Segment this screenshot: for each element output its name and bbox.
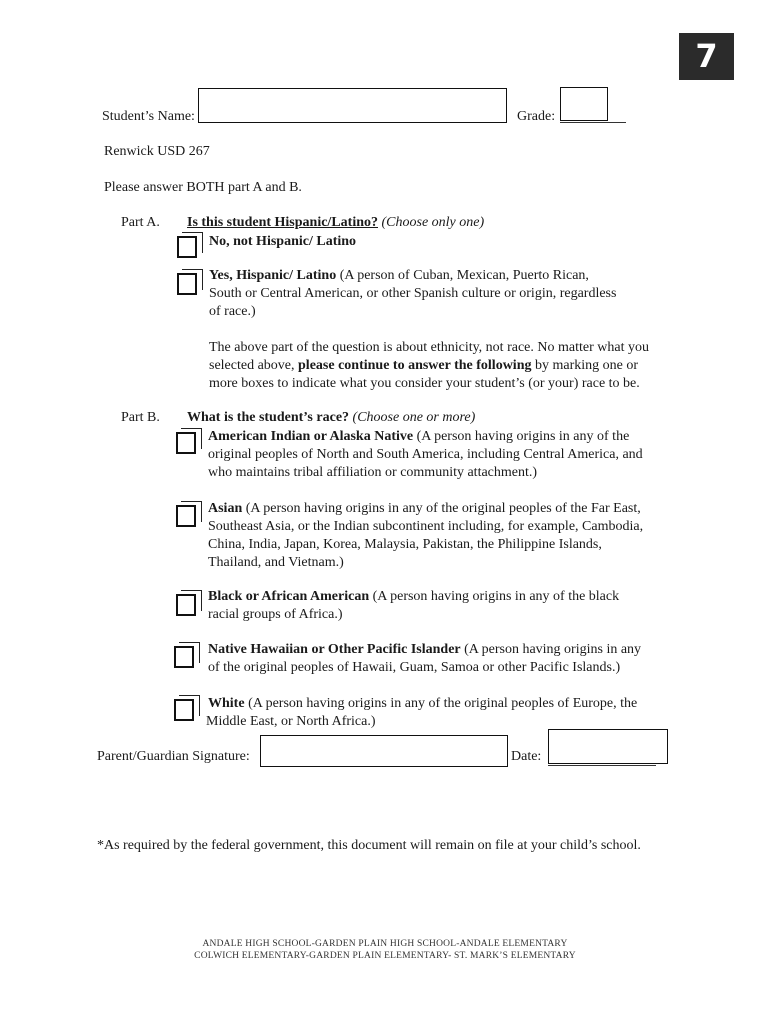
transition-line2-bold: please continue to answer the following <box>298 358 532 373</box>
option-american-indian-desc: (A person having origins in any of the <box>413 429 630 444</box>
option-native-hawaiian-desc: (A person having origins in any <box>460 642 642 657</box>
option-black <box>208 588 619 606</box>
option-asian-title: Asian <box>208 501 243 516</box>
instructions-text: Please answer BOTH part A and B. <box>104 180 302 195</box>
option-asian-desc: (A person having origins in any of the original peoples of the Far East, <box>242 501 641 516</box>
option-white-desc: (A person having origins in any of the original peoples of Europe, the <box>244 696 638 711</box>
footer-schools-line2: COLWICH ELEMENTARY-GARDEN PLAIN ELEMENTARY- ST. MARK’S ELEMENTARY <box>194 951 576 961</box>
part-a-label: Part A. <box>121 215 160 230</box>
option-asian-line4: Thailand, and Vietnam.) <box>208 555 344 570</box>
option-native-hawaiian <box>208 641 641 659</box>
date-label: Date: <box>511 749 542 764</box>
option-hispanic-line2: South or Central American, or other Spanish culture or origin, regardless <box>209 286 617 301</box>
transition-line2-post: by marking one or <box>531 358 639 373</box>
option-native-hawaiian-line2: of the original peoples of Hawaii, Guam, Samoa or other Pacific Islands.) <box>208 660 621 675</box>
transition-line2-pre: selected above, <box>209 358 299 373</box>
signature-label: Parent/Guardian Signature: <box>97 749 250 764</box>
footer-schools-line1: ANDALE HIGH SCHOOL-GARDEN PLAIN HIGH SCHOOL-ANDALE ELEMENTARY <box>202 939 568 949</box>
grade-field[interactable] <box>560 87 608 121</box>
transition-line2 <box>209 357 638 375</box>
part-a-question-note: (Choose only one) <box>381 215 485 230</box>
option-not-hispanic: No, not Hispanic/ Latino <box>209 234 357 249</box>
part-b-question <box>187 409 475 427</box>
option-asian <box>208 500 641 518</box>
option-hispanic-title: Yes, Hispanic/ Latino <box>209 268 337 283</box>
page-number-badge: 7 <box>679 33 734 80</box>
option-hispanic-line3: of race.) <box>209 304 256 319</box>
part-a-question <box>187 214 484 232</box>
part-b-question-word: race? <box>316 410 350 425</box>
student-name-label: Student’s Name: <box>102 109 195 124</box>
checkbox-black[interactable] <box>176 594 196 616</box>
part-a-question-text: Is this student Hispanic/Latino? <box>187 215 378 230</box>
option-white-title: White <box>208 696 245 711</box>
option-white <box>208 695 637 713</box>
district-name: Renwick USD 267 <box>104 144 210 159</box>
part-b-question-text: What is the student’s <box>187 410 313 425</box>
option-hispanic <box>209 267 589 285</box>
grade-label: Grade: <box>517 109 556 124</box>
checkbox-american-indian[interactable] <box>176 432 196 454</box>
option-black-title: Black or African American <box>208 589 370 604</box>
checkbox-asian[interactable] <box>176 505 196 527</box>
option-american-indian-line3: who maintains tribal affiliation or community attachment.) <box>208 465 538 480</box>
federal-note: *As required by the federal government, this document will remain on file at your child’s school. <box>97 838 641 853</box>
option-american-indian-title: American Indian or Alaska Native <box>208 429 414 444</box>
option-native-hawaiian-title: Native Hawaiian or Other Pacific Islander <box>208 642 461 657</box>
part-b-question-note: (Choose one or more) <box>352 410 476 425</box>
checkbox-white[interactable] <box>174 699 194 721</box>
option-american-indian <box>208 428 629 446</box>
date-underline <box>548 765 656 766</box>
transition-line1: The above part of the question is about ethnicity, not race. No matter what you <box>209 340 649 355</box>
checkbox-not-hispanic[interactable] <box>177 236 197 258</box>
checkbox-native-hawaiian[interactable] <box>174 646 194 668</box>
checkbox-hispanic[interactable] <box>177 273 197 295</box>
option-black-desc: (A person having origins in any of the black <box>369 589 620 604</box>
student-name-field[interactable] <box>198 88 507 123</box>
part-b-label: Part B. <box>121 410 160 425</box>
transition-line3: more boxes to indicate what you consider your student’s (or your) race to be. <box>209 376 640 391</box>
option-american-indian-line2: original peoples of North and South America, including Central America, and <box>208 447 643 462</box>
option-black-line2: racial groups of Africa.) <box>208 607 343 622</box>
date-field[interactable] <box>548 729 668 764</box>
option-asian-line3: China, India, Japan, Korea, Malaysia, Pakistan, the Philippine Islands, <box>208 537 602 552</box>
option-asian-line2: Southeast Asia, or the Indian subcontinent including, for example, Cambodia, <box>208 519 644 534</box>
grade-underline <box>560 122 626 123</box>
option-hispanic-desc: (A person of Cuban, Mexican, Puerto Rican, <box>336 268 589 283</box>
signature-field[interactable] <box>260 735 508 767</box>
option-white-line2: Middle East, or North Africa.) <box>206 714 376 729</box>
